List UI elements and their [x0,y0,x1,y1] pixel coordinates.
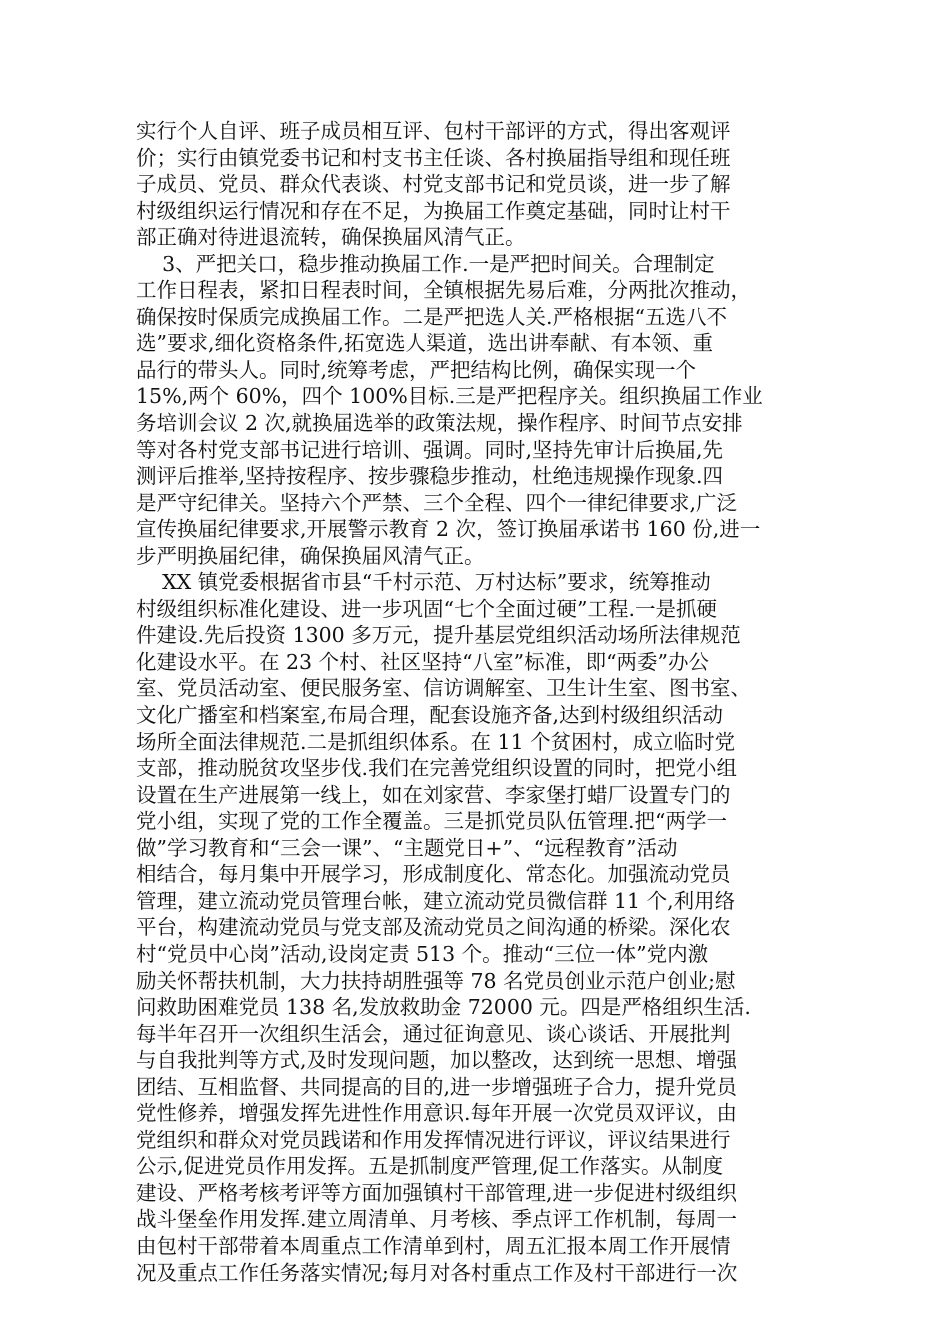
text-line: 做”学习教育和“三会一课”、“主题党日+”、“远程教育”活动 [136,835,678,860]
text-line: 场所全面法律规范.二是抓组织体系。在 11 个贫困村，成立临时党 [136,729,736,754]
text-line: 励关怀帮扶机制，大力扶持胡胜强等 78 名党员创业示范户创业;慰 [136,968,736,993]
text-line: 团结、互相监督、共同提高的目的,进一步增强班子合力，提升党员 [136,1074,738,1099]
text-line: 村级组织运行情况和存在不足，为换届工作奠定基础，同时让村干 [136,198,731,223]
text-line: 战斗堡垒作用发挥.建立周清单、月考核、季点评工作机制，每周一 [136,1207,738,1232]
text-line: 党性修养，增强发挥先进性作用意识.每年开展一次党员双评议，由 [136,1101,738,1126]
document-body-text [136,118,826,1286]
text-line: 是严守纪律关。坚持六个严禁、三个全程、四个一律纪律要求,广泛 [136,490,738,515]
text-line: 支部，推动脱贫攻坚步伐.我们在完善党组织设置的同时，把党小组 [136,756,738,781]
text-line: 3、严把关口，稳步推动换届工作.一是严把时间关。合理制定 [136,251,715,276]
text-line: 宣传换届纪律要求,开展警示教育 2 次，签订换届承诺书 160 份,进一 [136,517,761,542]
text-line: 品行的带头人。同时,统筹考虑，严把结构比例，确保实现一个 [136,357,697,382]
text-line: 子成员、党员、群众代表谈、村党支部书记和党员谈，进一步了解 [136,172,731,197]
text-line: 由包村干部带着本周重点工作清单到村，周五汇报本周工作开展情 [136,1233,731,1258]
text-line: 测评后推举,坚持按程序、按步骤稳步推动，杜绝违规操作现象.四 [136,464,724,489]
text-line: XX 镇党委根据省市县“千村示范、万村达标”要求，统筹推动 [136,570,711,595]
text-line: 件建设.先后投资 1300 多万元，提升基层党组织活动场所法律规范 [136,623,741,648]
text-line: 与自我批判等方式,及时发现问题，加以整改，达到统一思想、增强 [136,1048,738,1073]
text-line: 设置在生产进展第一线上，如在刘家营、李家堡打蜡厂设置专门的 [136,782,731,807]
text-line: 价；实行由镇党委书记和村支书主任谈、各村换届指导组和现任班 [136,145,731,170]
text-line: 等对各村党支部书记进行培训、强调。同时,坚持先审计后换届,先 [136,437,724,462]
text-line: 相结合，每月集中开展学习，形成制度化、常态化。加强流动党员 [136,862,731,887]
text-line: 村“党员中心岗”活动,设岗定责 513 个。推动“三位一体”党内激 [136,941,709,966]
text-line: 确保按时保质完成换届工作。二是严把选人关.严格根据“五选八不 [136,304,727,329]
text-line: 工作日程表，紧扣日程表时间，全镇根据先易后难，分两批次推动， [136,278,751,303]
text-line: 建设、严格考核考评等方面加强镇村干部管理,进一步促进村级组织 [136,1180,738,1205]
text-line: 化建设水平。在 23 个村、社区坚持“八室”标准，即“两委”办公 [136,649,710,674]
text-line: 部正确对待进退流转，确保换届风清气正。 [136,225,526,250]
text-line: 况及重点工作任务落实情况;每月对各村重点工作及村干部进行一次 [136,1260,738,1285]
text-line: 务培训会议 2 次,就换届选举的政策法规，操作程序、时间节点安排 [136,411,743,436]
text-line: 步严明换届纪律，确保换届风清气正。 [136,543,485,568]
text-line: 每半年召开一次组织生活会，通过征询意见、谈心谈话、开展批判 [136,1021,731,1046]
text-line: 问救助困难党员 138 名,发放救助金 72000 元。四是严格组织生活. [136,995,751,1020]
text-line: 室、党员活动室、便民服务室、信访调解室、卫生计生室、图书室、 [136,676,751,701]
text-line: 村级组织标准化建设、进一步巩固“七个全面过硬”工程.一是抓硬 [136,596,717,621]
text-line: 公示,促进党员作用发挥。五是抓制度严管理,促工作落实。从制度 [136,1154,724,1179]
text-line: 党组织和群众对党员践诺和作用发挥情况进行评议，评议结果进行 [136,1127,731,1152]
text-line: 选”要求,细化资格条件,拓宽选人渠道，选出讲奉献、有本领、重 [136,331,714,356]
text-line: 党小组，实现了党的工作全覆盖。三是抓党员队伍管理.把“两学一 [136,809,727,834]
text-line: 实行个人自评、班子成员相互评、包村干部评的方式，得出客观评 [136,119,731,143]
text-line: 平台，构建流动党员与党支部及流动党员之间沟通的桥梁。深化农 [136,915,731,940]
text-line: 管理，建立流动党员管理台帐，建立流动党员微信群 11 个,利用络 [136,888,736,913]
text-line: 文化广播室和档案室,布局合理，配套设施齐备,达到村级组织活动 [136,703,724,728]
text-line: 15%,两个 60%，四个 100%目标.三是严把程序关。组织换届工作业 [136,384,763,409]
